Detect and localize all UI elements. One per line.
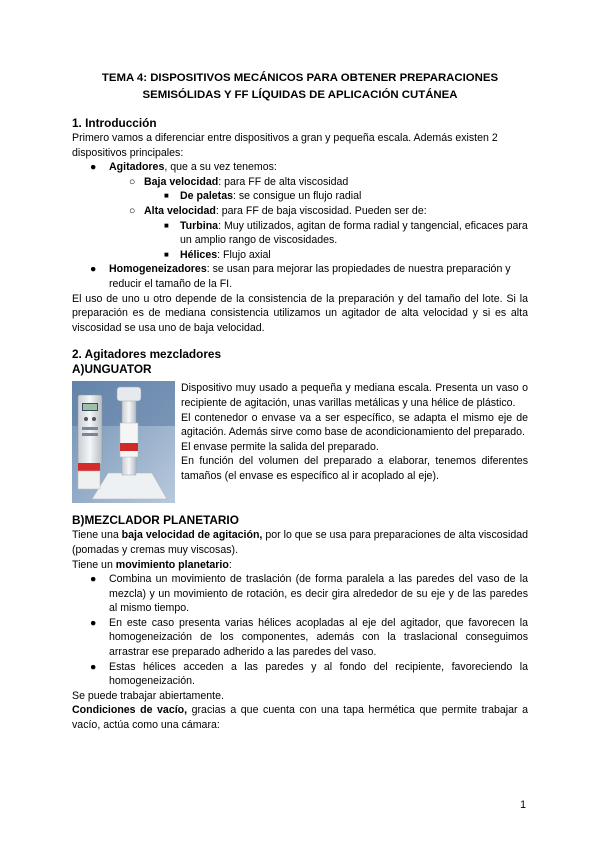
page-number: 1 bbox=[520, 799, 526, 811]
section-1-closing: El uso de uno u otro depende de la consistencia de la preparación y del tamaño del lote. Si la preparación es de mediana consistencia utilizamos un agitador de alta velocidad y si es alta viscosidad se usa uno de baja velocidad. bbox=[72, 292, 528, 334]
bullet-square-icon: ■ bbox=[164, 220, 169, 230]
list-item: ● En este caso presenta varias hélices acopladas al eje del agitador, que favorecen la homogeneización de los componentes, además con la traslacional conseguimos arrastrar ese preparado adherido a las paredes del vaso. bbox=[90, 616, 528, 659]
title-line-2: SEMISÓLIDAS Y FF LÍQUIDAS DE APLICACIÓN CUTÁNEA bbox=[142, 89, 458, 101]
list-item-alta-velocidad: ○ Alta velocidad: para FF de baja viscosidad. Pueden ser de: bbox=[129, 204, 427, 217]
document-page bbox=[72, 70, 528, 733]
list-item: ● Combina un movimiento de traslación (de forma paralela a las paredes del vaso de la mezcla) y un movimiento de rotación, es decir gira alrededor de su eje y de las paredes al mismo tiempo. bbox=[90, 573, 528, 615]
bullet-dot-icon: ● bbox=[90, 161, 97, 174]
bullet-circle-icon: ○ bbox=[129, 175, 136, 188]
document-title bbox=[72, 70, 528, 104]
subsection-b-heading: B)MEZCLADOR PLANETARIO bbox=[72, 513, 239, 528]
unguator-paragraph: Dispositivo muy usado a pequeña y mediana escala. Presenta un vaso o recipiente de agitación, unas varillas metálicas y una hélice de plástico. bbox=[181, 382, 528, 409]
bullet-dot-icon: ● bbox=[90, 616, 97, 629]
planetario-paragraph-4: Condiciones de vacío, gracias a que cuenta con una tapa hermética que permite trabajar a vacío, actúa como una cámara: bbox=[72, 704, 528, 732]
list-item: ● Estas hélices acceden a las paredes y al fondo del recipiente, favoreciendo la homogeneización. bbox=[90, 660, 528, 688]
unguator-paragraph: El contenedor o envase va a ser específico, se adapta el mismo eje de agitación. Además sirve como base de acondicionamiento del preparado. bbox=[181, 411, 528, 439]
bullet-dot-icon: ● bbox=[90, 573, 97, 586]
list-item-agitadores: ● Agitadores, que a su vez tenemos: bbox=[90, 161, 277, 174]
planetario-paragraph-3: Se puede trabajar abiertamente. bbox=[72, 689, 224, 702]
unguator-device-image bbox=[72, 381, 175, 503]
list-item-helices: ■ Hélices: Flujo axial bbox=[164, 248, 271, 261]
bullet-square-icon: ■ bbox=[164, 191, 169, 201]
title-line-1: TEMA 4: DISPOSITIVOS MECÁNICOS PARA OBTENER PREPARACIONES bbox=[101, 72, 499, 84]
list-item-turbina: ■ Turbina: Muy utilizados, agitan de forma radial y tangencial, eficaces para un amplio rango de viscosidades. bbox=[164, 219, 528, 247]
bullet-square-icon: ■ bbox=[164, 249, 169, 259]
bullet-dot-icon: ● bbox=[90, 660, 97, 673]
subsection-a-heading: A)UNGUATOR bbox=[72, 362, 152, 377]
planetario-paragraph-2: Tiene un movimiento planetario: bbox=[72, 558, 232, 571]
section-2-heading: 2. Agitadores mezcladores bbox=[72, 347, 222, 362]
unguator-paragraph: El envase permite la salida del preparado. bbox=[181, 440, 379, 453]
bullet-dot-icon: ● bbox=[90, 263, 97, 276]
section-1-heading: 1. Introducción bbox=[72, 116, 157, 130]
devices-list bbox=[72, 160, 528, 291]
planetario-list bbox=[72, 572, 528, 689]
list-item-paletas: ■ De paletas: se consigue un flujo radial bbox=[164, 190, 362, 203]
planetario-paragraph-1: Tiene una baja velocidad de agitación, por lo que se usa para preparaciones de alta viscosidad (pomadas y cremas muy viscosas). bbox=[72, 529, 528, 556]
list-item-homogeneizadores: ● Homogeneizadores: se usan para mejorar las propiedades de nuestra preparación y reducir el tamaño de la FI. bbox=[90, 263, 511, 290]
unguator-paragraph: En función del volumen del preparado a elaborar, tenemos diferentes tamaños (el envase es específico al ir acoplado al eje). bbox=[181, 455, 528, 482]
list-item-baja-velocidad: ○ Baja velocidad: para FF de alta viscosidad bbox=[129, 175, 349, 188]
section-1-intro: Primero vamos a diferenciar entre dispositivos a gran y pequeña escala. Además existen 2 dispositivos principales: bbox=[72, 132, 498, 159]
unguator-block bbox=[72, 381, 528, 503]
bullet-circle-icon: ○ bbox=[129, 204, 136, 217]
unguator-description bbox=[181, 381, 528, 503]
